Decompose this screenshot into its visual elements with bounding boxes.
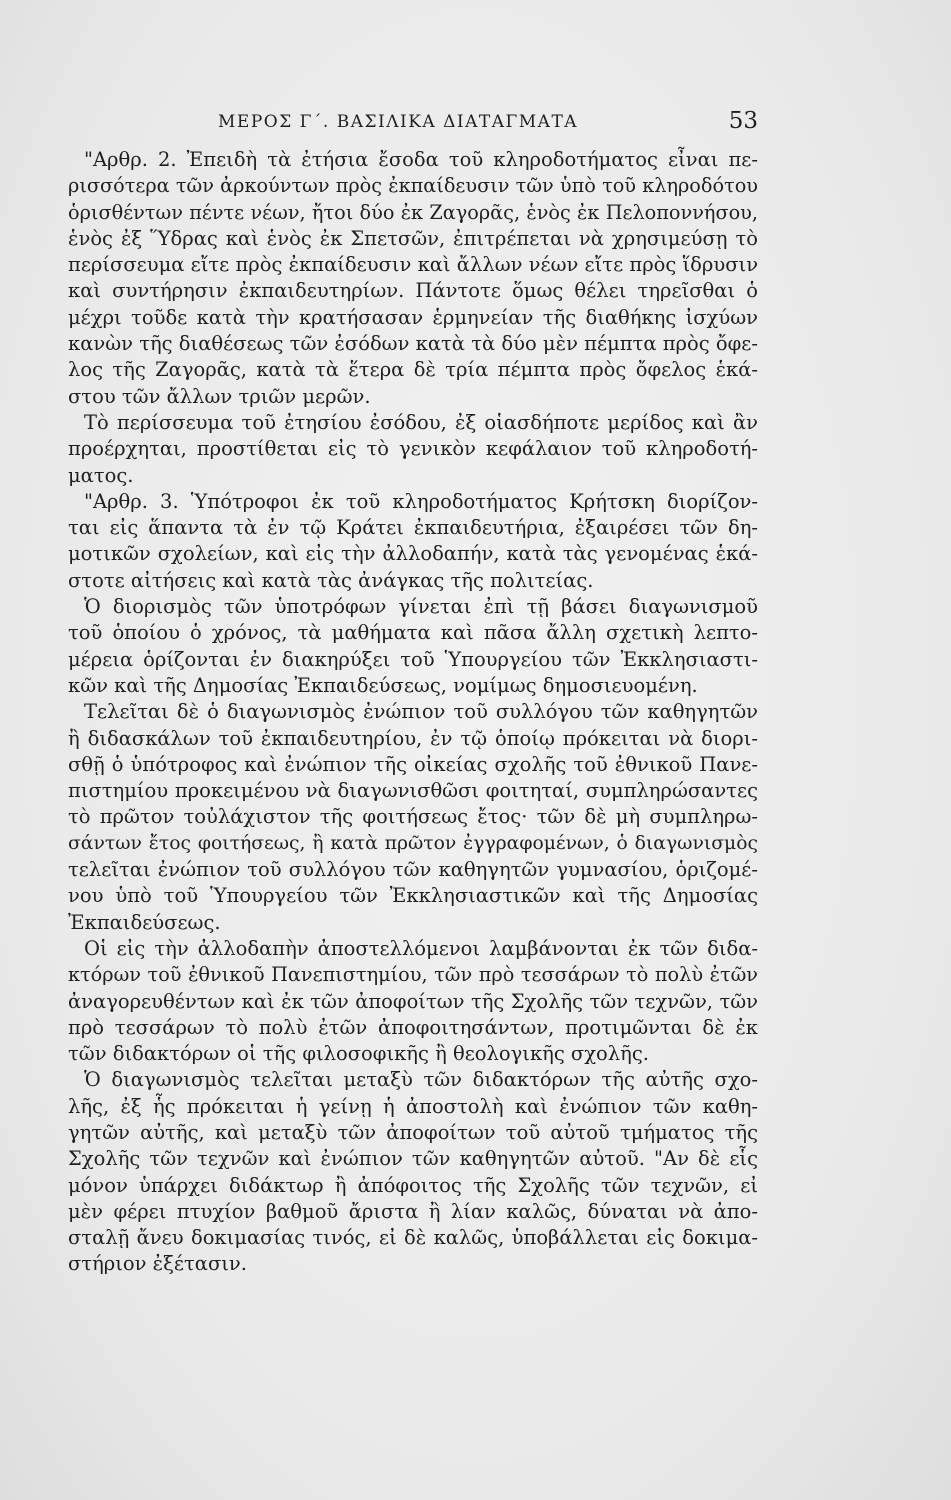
text-line: λῆς, ἐξ ἧς πρόκειται ἡ γείνῃ ἡ ἀποστολὴ καὶ ἐνώπιον τῶν καθη- xyxy=(68,1094,758,1118)
text-line: πιστημίου προκειμένου νὰ διαγωνισθῶσι φοιτηταί, συμπληρώσαντες xyxy=(68,779,758,803)
text-line: κανὼν τῆς διαθέσεως τῶν ἐσόδων κατὰ τὰ δύο μὲν πέμπτα πρὸς ὄφε- xyxy=(68,332,758,356)
text-line: μέχρι τοῦδε κατὰ τὴν κρατήσασαν ἑρμηνείαν τῆς διαθήκης ἰσχύων xyxy=(68,305,758,329)
text-line: τοῦ ὁποίου ὁ χρόνος, τὰ μαθήματα καὶ πᾶσα ἄλλη σχετικὴ λεπτο- xyxy=(68,621,758,645)
text-line: σθῇ ὁ ὑπότροφος καὶ ἐνώπιον τῆς οἰκείας σχολῆς τοῦ ἐθνικοῦ Πανε- xyxy=(68,752,758,776)
text-line: κτόρων τοῦ ἐθνικοῦ Πανεπιστημίου, τῶν πρὸ τεσσάρων τὸ πολὺ ἐτῶν xyxy=(68,963,758,987)
text-line: τῶν διδακτόρων οἱ τῆς φιλοσοφικῆς ἢ θεολογικῆς σχολῆς. xyxy=(68,1042,649,1066)
running-title: ΜΕΡΟΣ Γ΄. ΒΑΣΙΛΙΚΑ ΔΙΑΤΑΓΜΑΤΑ xyxy=(218,112,579,132)
text-line: Τὸ περίσσευμα τοῦ ἐτησίου ἐσόδου, ἐξ οἱασδήποτε μερίδος καὶ ἂν xyxy=(84,410,758,434)
text-line: Τελεῖται δὲ ὁ διαγωνισμὸς ἐνώπιον τοῦ συλλόγου τῶν καθηγητῶν xyxy=(84,700,758,724)
text-line: λος τῆς Ζαγορᾶς, κατὰ τὰ ἕτερα δὲ τρία πέμπτα πρὸς ὄφελος ἑκά- xyxy=(68,358,758,382)
text-line: τὸ πρῶτον τοὐλάχιστον τῆς φοιτήσεως ἔτος· τῶν δὲ μὴ συμπληρω- xyxy=(68,805,758,829)
text-line: σάντων ἔτος φοιτήσεως, ἢ κατὰ πρῶτον ἐγγραφομένων, ὁ διαγωνισμὸς xyxy=(68,832,758,854)
text-line: ἑνὸς ἐξ Ὕδρας καὶ ἑνὸς ἐκ Σπετσῶν, ἐπιτρέπεται νὰ χρησιμεύσῃ τὸ xyxy=(68,226,758,250)
text-line: ἢ διδασκάλων τοῦ ἐκπαιδευτηρίου, ἐν τῷ ὁποίῳ πρόκειται νὰ διορι- xyxy=(68,726,758,750)
text-line: περίσσευμα εἴτε πρὸς ἐκπαίδευσιν καὶ ἄλλων νέων εἴτε πρὸς ἵδρυσιν xyxy=(68,253,759,277)
text-line: ται εἰς ἅπαντα τὰ ἐν τῷ Κράτει ἐκπαιδευτήρια, ἐξαιρέσει τῶν δη- xyxy=(68,516,758,540)
text-line: στου τῶν ἄλλων τριῶν μερῶν. xyxy=(68,384,371,408)
text-line: στοτε αἰτήσεις καὶ κατὰ τὰς ἀνάγκας τῆς πολιτείας. xyxy=(68,568,594,592)
text-line: Ἐκπαιδεύσεως. xyxy=(68,910,221,934)
text-line: μόνον ὑπάρχει διδάκτωρ ἢ ἀπόφοιτος τῆς Σχολῆς τῶν τεχνῶν, εἰ xyxy=(68,1173,758,1197)
text-line: μέρεια ὁρίζονται ἐν διακηρύξει τοῦ Ὑπουργείου τῶν Ἐκκλησιαστι- xyxy=(68,647,758,671)
text-line: Ὁ διορισμὸς τῶν ὑποτρόφων γίνεται ἐπὶ τῇ βάσει διαγωνισμοῦ xyxy=(84,595,758,619)
text-line: πρὸ τεσσάρων τὸ πολὺ ἐτῶν ἀποφοιτησάντων, προτιμῶνται δὲ ἐκ xyxy=(68,1015,758,1039)
text-line: κῶν καὶ τῆς Δημοσίας Ἐκπαιδεύσεως, νομίμως δημοσιευομένη. xyxy=(68,673,698,697)
body-text xyxy=(68,147,758,1278)
text-line: ρισσότερα τῶν ἀρκούντων πρὸς ἐκπαίδευσιν τῶν ὑπὸ τοῦ κληροδότου xyxy=(68,174,758,198)
text-line: ὁρισθέντων πέντε νέων, ἤτοι δύο ἐκ Ζαγορᾶς, ἑνὸς ἐκ Πελοποννήσου, xyxy=(68,200,758,224)
text-line: καὶ συντήρησιν ἐκπαιδευτηρίων. Πάντοτε ὅμως θέλει τηρεῖσθαι ὁ xyxy=(68,279,758,303)
text-line: Οἱ εἰς τὴν ἀλλοδαπὴν ἀποστελλόμενοι λαμβάνονται ἐκ τῶν διδα- xyxy=(84,936,758,960)
text-line: ματος. xyxy=(68,463,134,487)
text-line: μοτικῶν σχολείων, καὶ εἰς τὴν ἀλλοδαπήν, κατὰ τὰς γενομένας ἑκά- xyxy=(68,542,758,566)
text-line: μὲν φέρει πτυχίον βαθμοῦ ἄριστα ἢ λίαν καλῶς, δύναται νὰ ἀπο- xyxy=(68,1199,758,1223)
text-line: γητῶν αὐτῆς, καὶ μεταξὺ τῶν ἀποφοίτων τοῦ αὐτοῦ τμήματος τῆς xyxy=(68,1120,758,1144)
text-line: σταλῇ ἄνευ δοκιμασίας τινός, εἰ δὲ καλῶς, ὑποβάλλεται εἰς δοκιμα- xyxy=(68,1226,758,1250)
running-head xyxy=(68,108,758,138)
text-line: "Αρθρ. 3. Ὑπότροφοι ἐκ τοῦ κληροδοτήματος Κρήτσκη διορίζον- xyxy=(84,489,758,513)
text-line: Σχολῆς τῶν τεχνῶν καὶ ἐνώπιον τῶν καθηγητῶν αὐτοῦ. "Αν δὲ εἷς xyxy=(68,1147,758,1171)
text-line: προέρχηται, προστίθεται εἰς τὸ γενικὸν κεφάλαιον τοῦ κληροδοτή- xyxy=(68,437,758,461)
text-line: ἀναγορευθέντων καὶ ἐκ τῶν ἀποφοίτων τῆς Σχολῆς τῶν τεχνῶν, τῶν xyxy=(68,989,758,1013)
text-line: Ὁ διαγωνισμὸς τελεῖται μεταξὺ τῶν διδακτόρων τῆς αὐτῆς σχο- xyxy=(84,1068,758,1092)
text-line: νου ὑπὸ τοῦ Ὑπουργείου τῶν Ἐκκλησιαστικῶν καὶ τῆς Δημοσίας xyxy=(68,884,758,908)
text-line: στήριον ἐξέτασιν. xyxy=(68,1252,247,1276)
text-line: τελεῖται ἐνώπιον τοῦ συλλόγου τῶν καθηγητῶν γυμνασίου, ὁριζομέ- xyxy=(68,858,758,882)
text-line: "Αρθρ. 2. Ἐπειδὴ τὰ ἐτήσια ἔσοδα τοῦ κληροδοτήματος εἶναι πε- xyxy=(84,148,758,171)
page-number: 53 xyxy=(728,108,758,134)
